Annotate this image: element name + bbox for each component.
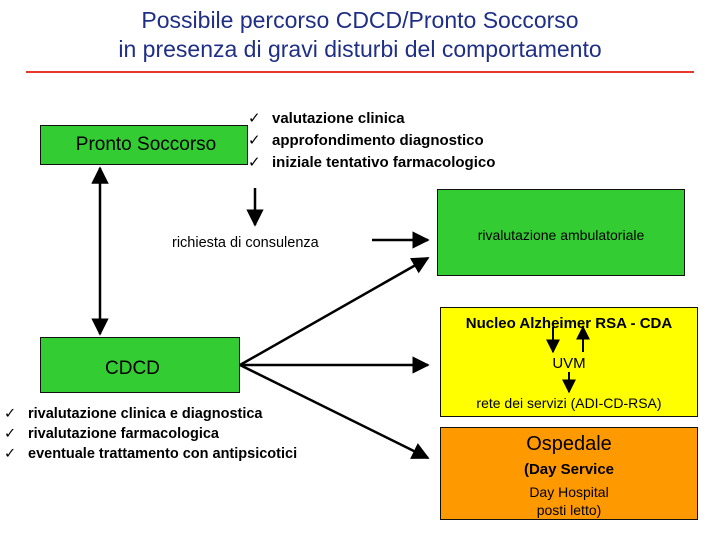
checklist-item: ✓ rivalutazione clinica e diagnostica <box>0 404 297 424</box>
checklist-item: ✓ rivalutazione farmacologica <box>0 424 297 444</box>
checklist-item: ✓ eventuale trattamento con antipsicotici <box>0 444 297 464</box>
checklist-item: ✓ iniziale tentativo farmacologico <box>244 152 495 174</box>
cdcd-ambulatoriale-arrow <box>240 258 428 365</box>
rete-servizi-label: rete dei servizi (ADI-CD-RSA) <box>476 395 662 411</box>
cdcd-ospedale-arrow <box>240 365 428 458</box>
checklist-item: ✓ valutazione clinica <box>244 108 495 130</box>
cdcd-label: CDCD <box>105 358 160 379</box>
day-hospital-label: Day Hospital <box>529 484 609 500</box>
nucleo-title: Nucleo Alzheimer RSA - CDA <box>465 315 673 332</box>
title-line-2: in presenza di gravi disturbi del comportamento <box>118 36 602 62</box>
day-service-label: (Day Service <box>523 461 615 478</box>
checklist-item: ✓ approfondimento diagnostico <box>244 130 495 152</box>
uvm-label: UVM <box>552 355 586 372</box>
ambulatoriale-label: rivalutazione ambulatoriale <box>477 227 645 243</box>
posti-letto-label: posti letto) <box>536 502 602 518</box>
title-line-1: Possibile percorso CDCD/Pronto Soccorso <box>141 7 579 33</box>
ospedale-title: Ospedale <box>526 433 612 455</box>
pronto-soccorso-label: Pronto Soccorso <box>75 134 217 155</box>
consulenza-label: richiesta di consulenza <box>172 235 319 251</box>
